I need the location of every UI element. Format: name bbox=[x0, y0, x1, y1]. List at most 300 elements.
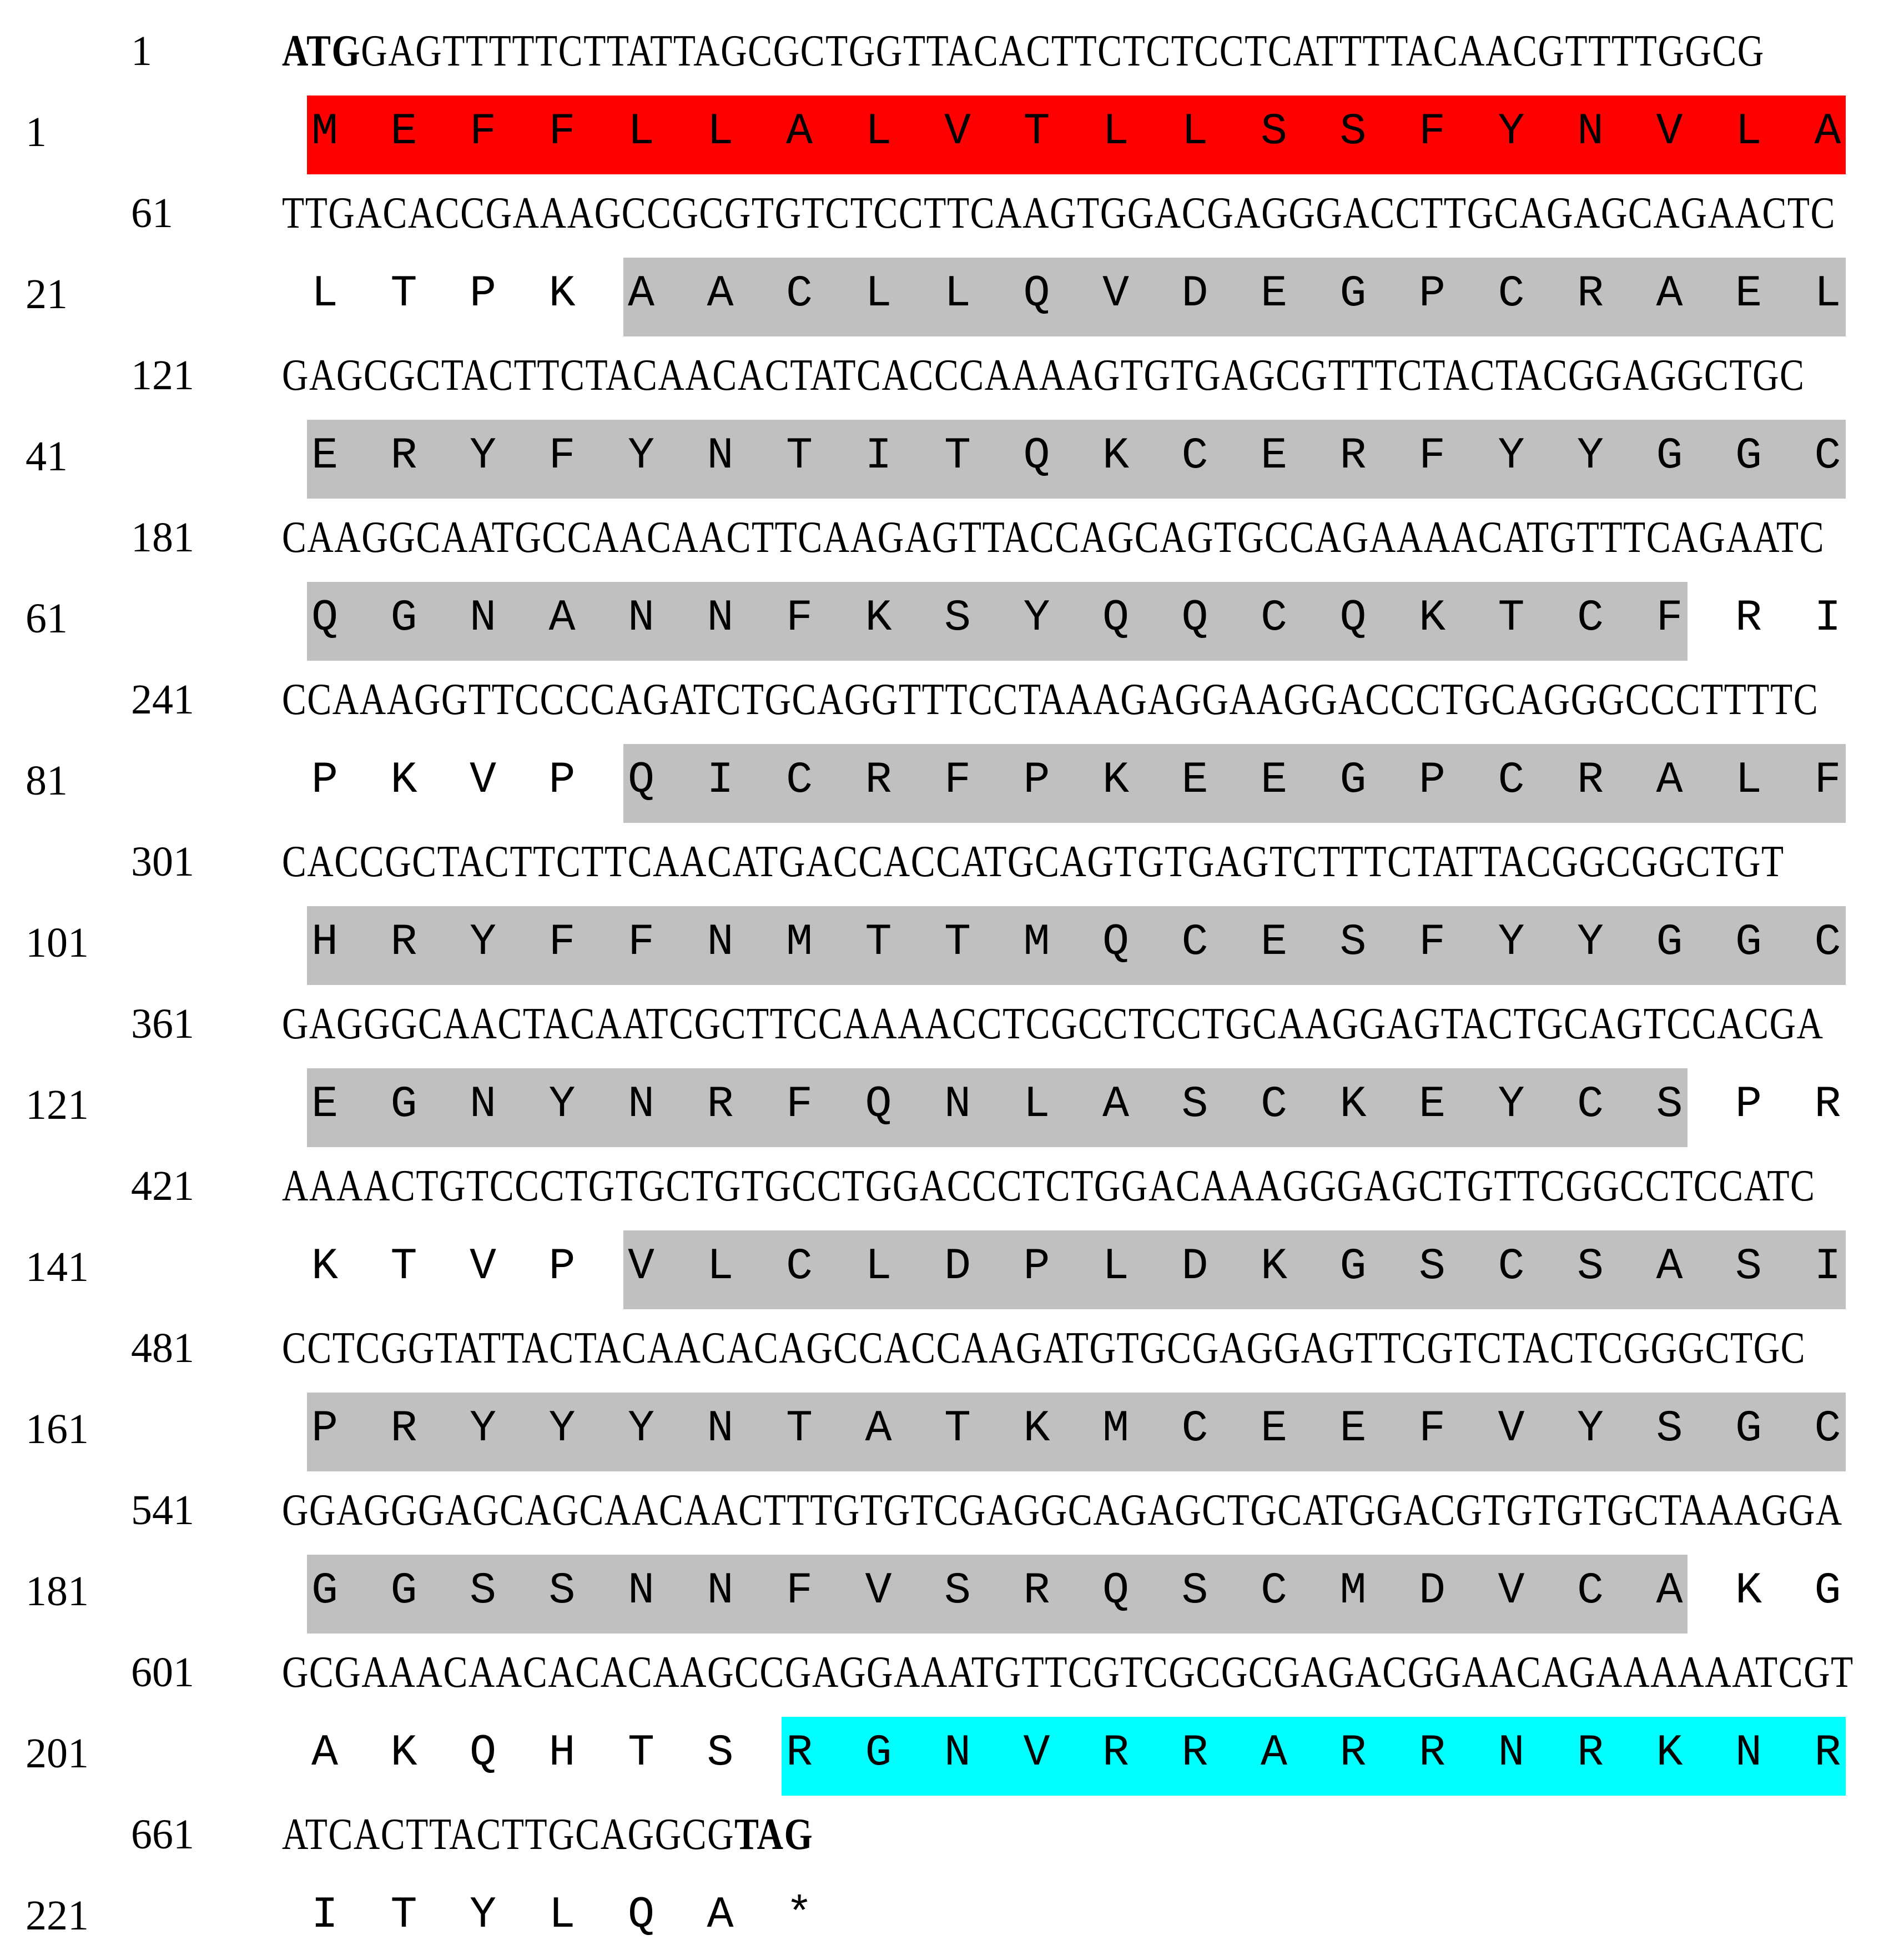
amino-acid-residue: D bbox=[1418, 1566, 1445, 1616]
amino-acid-residue: T bbox=[1023, 107, 1050, 157]
amino-acid-residue: K bbox=[865, 593, 892, 644]
amino-acid-residue: S bbox=[1339, 917, 1367, 968]
amino-acid-residue: T bbox=[627, 1728, 654, 1778]
amino-acid-residue: F bbox=[785, 593, 813, 644]
domain-highlight bbox=[307, 1393, 1846, 1471]
amino-acid-residue: F bbox=[1418, 1404, 1445, 1454]
nucleotide-sequence bbox=[282, 1628, 1854, 1717]
amino-acid-residue: P bbox=[548, 755, 576, 806]
amino-acid-residue: R bbox=[1181, 1728, 1208, 1778]
nucleotide-sequence bbox=[282, 817, 1785, 906]
amino-acid-residue: V bbox=[1023, 1728, 1050, 1778]
nucleotide-bases: CACCGCTACTTCTTCAACATGACCACCATGCAGTGTGAGTCTTTCTATTACGGCGGCTGT bbox=[282, 837, 1785, 886]
amino-acid-residue: S bbox=[1181, 1566, 1208, 1616]
amino-acid-residue: L bbox=[1181, 107, 1208, 157]
amino-acid-residue: S bbox=[1576, 1242, 1604, 1292]
amino-acid-residue: R bbox=[1576, 1728, 1604, 1778]
amino-acid-residue: R bbox=[1576, 755, 1604, 806]
amino-acid-residue: I bbox=[707, 755, 734, 806]
amino-acid-position: 101 bbox=[26, 919, 89, 966]
amino-acid-residue: N bbox=[469, 1079, 496, 1130]
start-codon: ATG bbox=[282, 27, 361, 76]
amino-acid-residue: L bbox=[1102, 107, 1129, 157]
amino-acid-residue: E bbox=[1260, 269, 1287, 319]
amino-acid-residue: S bbox=[548, 1566, 576, 1616]
nucleotide-sequence bbox=[282, 331, 1805, 420]
nucleotide-bases: GAGCGCTACTTCTACAACACTATCACCCAAAAGTGTGAGCGTTTCTACTACGGAGGCTGC bbox=[282, 351, 1805, 400]
amino-acid-residue: K bbox=[1339, 1079, 1367, 1130]
amino-acid-position: 201 bbox=[26, 1730, 89, 1777]
amino-acid-residue: V bbox=[1498, 1566, 1525, 1616]
amino-acid-residue: C bbox=[1260, 593, 1287, 644]
amino-acid-row bbox=[0, 1385, 1904, 1474]
amino-acid-residue: T bbox=[944, 917, 971, 968]
amino-acid-residue: K bbox=[390, 1728, 417, 1778]
amino-acid-position: 181 bbox=[26, 1568, 89, 1615]
amino-acid-residue: F bbox=[785, 1566, 813, 1616]
nucleotide-row bbox=[0, 1466, 1904, 1555]
amino-acid-residue: D bbox=[1181, 1242, 1208, 1292]
amino-acid-residue: S bbox=[1339, 107, 1367, 157]
amino-acid-residue: P bbox=[469, 269, 496, 319]
amino-acid-residue: R bbox=[1418, 1728, 1445, 1778]
amino-acid-residue: T bbox=[944, 1404, 971, 1454]
amino-acid-residue: E bbox=[390, 107, 417, 157]
amino-acid-residue: A bbox=[311, 1728, 338, 1778]
amino-acid-residue: R bbox=[1102, 1728, 1129, 1778]
nucleotide-position: 241 bbox=[131, 676, 194, 723]
amino-acid-residue: G bbox=[390, 1079, 417, 1130]
amino-acid-residue: C bbox=[1498, 755, 1525, 806]
amino-acid-residue: E bbox=[1260, 1404, 1287, 1454]
amino-acid-position: 61 bbox=[26, 595, 68, 642]
amino-acid-residue: Y bbox=[627, 431, 654, 481]
amino-acid-residue: A bbox=[1102, 1079, 1129, 1130]
nucleotide-sequence bbox=[282, 1466, 1843, 1555]
amino-acid-residue: C bbox=[1576, 593, 1604, 644]
amino-acid-residue: L bbox=[1735, 755, 1762, 806]
amino-acid-residue: G bbox=[1735, 431, 1762, 481]
amino-acid-residue: P bbox=[311, 1404, 338, 1454]
amino-acid-residue: A bbox=[707, 1890, 734, 1941]
nucleotide-row bbox=[0, 7, 1904, 96]
nucleotide-sequence bbox=[282, 1790, 813, 1879]
nucleotide-position: 1 bbox=[131, 28, 152, 74]
amino-acid-residue: G bbox=[1339, 1242, 1367, 1292]
domain-highlight bbox=[307, 906, 1846, 985]
amino-acid-residue: F bbox=[548, 917, 576, 968]
amino-acid-residue: L bbox=[311, 269, 338, 319]
amino-acid-residue: Y bbox=[1576, 1404, 1604, 1454]
amino-acid-residue: Q bbox=[1102, 593, 1129, 644]
amino-acid-residue: G bbox=[1339, 269, 1367, 319]
amino-acid-residue: A bbox=[785, 107, 813, 157]
amino-acid-residue: T bbox=[785, 431, 813, 481]
nucleotide-position: 421 bbox=[131, 1163, 194, 1209]
amino-acid-residue: Y bbox=[627, 1404, 654, 1454]
amino-acid-residue: R bbox=[785, 1728, 813, 1778]
amino-acid-residue: S bbox=[1735, 1242, 1762, 1292]
amino-acid-residue: L bbox=[1023, 1079, 1050, 1130]
amino-acid-residue: K bbox=[1260, 1242, 1287, 1292]
amino-acid-residue: N bbox=[707, 917, 734, 968]
nucleotide-row bbox=[0, 817, 1904, 906]
amino-acid-residue: C bbox=[1576, 1079, 1604, 1130]
amino-acid-residue: C bbox=[1814, 917, 1841, 968]
nucleotide-sequence bbox=[282, 1304, 1806, 1393]
nucleotide-row bbox=[0, 979, 1904, 1068]
nucleotide-position: 61 bbox=[131, 190, 173, 237]
amino-acid-residue: C bbox=[1181, 431, 1208, 481]
amino-acid-row bbox=[0, 736, 1904, 825]
amino-acid-residue: K bbox=[548, 269, 576, 319]
amino-acid-residue: R bbox=[390, 1404, 417, 1454]
amino-acid-residue: K bbox=[390, 755, 417, 806]
amino-acid-residue: V bbox=[1498, 1404, 1525, 1454]
amino-acid-residue: C bbox=[785, 269, 813, 319]
amino-acid-residue: F bbox=[548, 107, 576, 157]
amino-acid-residue: V bbox=[944, 107, 971, 157]
nucleotide-bases: CAAGGCAATGCCAACAACTTCAAGAGTTACCAGCAGTGCCAGAAAACATGTTTCAGAATC bbox=[282, 513, 1825, 562]
amino-acid-residue: P bbox=[1023, 755, 1050, 806]
amino-acid-residue: N bbox=[707, 1404, 734, 1454]
amino-acid-residue: C bbox=[1576, 1566, 1604, 1616]
nucleotide-bases: CCAAAGGTTCCCCAGATCTGCAGGTTTCCTAAAGAGGAAGGACCCTGCAGGGCCCTTTTC bbox=[282, 675, 1819, 724]
nucleotide-row bbox=[0, 655, 1904, 744]
amino-acid-residue: N bbox=[707, 431, 734, 481]
amino-acid-residue: L bbox=[865, 269, 892, 319]
amino-acid-residue: G bbox=[1814, 1566, 1841, 1616]
amino-acid-residue: C bbox=[1181, 1404, 1208, 1454]
amino-acid-position: 81 bbox=[26, 757, 68, 804]
amino-acid-residue: Q bbox=[1023, 269, 1050, 319]
nucleotide-row bbox=[0, 493, 1904, 582]
amino-acid-residue: F bbox=[944, 755, 971, 806]
amino-acid-residue: Q bbox=[1181, 593, 1208, 644]
amino-acid-residue: R bbox=[390, 431, 417, 481]
amino-acid-residue: D bbox=[1181, 269, 1208, 319]
amino-acid-residue: F bbox=[469, 107, 496, 157]
amino-acid-residue: M bbox=[1023, 917, 1050, 968]
amino-acid-residue: T bbox=[390, 1890, 417, 1941]
nucleotide-row bbox=[0, 1790, 1904, 1879]
amino-acid-residue: C bbox=[1498, 269, 1525, 319]
amino-acid-residue: C bbox=[785, 1242, 813, 1292]
amino-acid-residue: G bbox=[865, 1728, 892, 1778]
amino-acid-residue: G bbox=[1735, 1404, 1762, 1454]
amino-acid-residue: G bbox=[1656, 431, 1683, 481]
amino-acid-residue: N bbox=[627, 1566, 654, 1616]
amino-acid-residue: K bbox=[1418, 593, 1445, 644]
amino-acid-residue: N bbox=[1498, 1728, 1525, 1778]
amino-acid-row bbox=[0, 1871, 1904, 1960]
signal-peptide-highlight bbox=[307, 96, 1846, 174]
amino-acid-residue: F bbox=[1418, 107, 1445, 157]
amino-acid-residue: P bbox=[311, 755, 338, 806]
amino-acid-residue: Q bbox=[469, 1728, 496, 1778]
amino-acid-residue: P bbox=[1418, 269, 1445, 319]
amino-acid-residue: S bbox=[944, 593, 971, 644]
amino-acid-residue: S bbox=[1181, 1079, 1208, 1130]
amino-acid-row bbox=[0, 1547, 1904, 1636]
amino-acid-residue: S bbox=[1656, 1404, 1683, 1454]
amino-acid-residue: G bbox=[390, 1566, 417, 1616]
amino-acid-residue: Q bbox=[311, 593, 338, 644]
amino-acid-residue: N bbox=[627, 1079, 654, 1130]
amino-acid-row bbox=[0, 412, 1904, 501]
amino-acid-residue: E bbox=[311, 431, 338, 481]
amino-acid-residue: V bbox=[469, 755, 496, 806]
amino-acid-residue: C bbox=[1814, 431, 1841, 481]
amino-acid-residue: C bbox=[1498, 1242, 1525, 1292]
amino-acid-residue: L bbox=[944, 269, 971, 319]
amino-acid-residue: T bbox=[390, 1242, 417, 1292]
amino-acid-residue: E bbox=[1181, 755, 1208, 806]
amino-acid-residue: C bbox=[1814, 1404, 1841, 1454]
nucleotide-position: 481 bbox=[131, 1325, 194, 1371]
amino-acid-residue: S bbox=[1260, 107, 1287, 157]
amino-acid-residue: N bbox=[1576, 107, 1604, 157]
amino-acid-position: 1 bbox=[26, 109, 47, 155]
amino-acid-residue: L bbox=[548, 1890, 576, 1941]
amino-acid-residue: V bbox=[865, 1566, 892, 1616]
amino-acid-position: 221 bbox=[26, 1892, 89, 1939]
amino-acid-position: 121 bbox=[26, 1082, 89, 1128]
amino-acid-residue: G bbox=[390, 593, 417, 644]
amino-acid-residue: Y bbox=[1023, 593, 1050, 644]
nucleotide-bases: CCTCGGTATTACTACAACACAGCCACCAAGATGTGCGAGGAGTTCGTCTACTCGGGCTGC bbox=[282, 1324, 1806, 1373]
amino-acid-residue: Q bbox=[1102, 1566, 1129, 1616]
nucleotide-position: 361 bbox=[131, 1001, 194, 1047]
amino-acid-residue: L bbox=[627, 107, 654, 157]
amino-acid-residue: M bbox=[1339, 1566, 1367, 1616]
amino-acid-residue: N bbox=[707, 1566, 734, 1616]
amino-acid-residue: A bbox=[627, 269, 654, 319]
amino-acid-residue: G bbox=[1656, 917, 1683, 968]
amino-acid-residue: L bbox=[1102, 1242, 1129, 1292]
amino-acid-position: 21 bbox=[26, 271, 68, 318]
amino-acid-residue: Y bbox=[469, 1890, 496, 1941]
amino-acid-residue: L bbox=[865, 1242, 892, 1292]
amino-acid-residue: N bbox=[707, 593, 734, 644]
nucleotide-sequence bbox=[282, 493, 1825, 582]
domain-highlight bbox=[307, 420, 1846, 499]
amino-acid-residue: A bbox=[865, 1404, 892, 1454]
amino-acid-row bbox=[0, 574, 1904, 663]
amino-acid-residue: I bbox=[1814, 593, 1841, 644]
amino-acid-residue: E bbox=[311, 1079, 338, 1130]
amino-acid-residue: K bbox=[1102, 431, 1129, 481]
amino-acid-residue: F bbox=[1656, 593, 1683, 644]
amino-acid-residue: T bbox=[944, 431, 971, 481]
amino-acid-residue: * bbox=[785, 1890, 813, 1941]
nucleotide-bases: GAGGGCAACTACAATCGCTTCCAAAACCTCGCCTCCTGCAAGGAGTACTGCAGTCCACGA bbox=[282, 999, 1824, 1048]
amino-acid-residue: R bbox=[707, 1079, 734, 1130]
amino-acid-residue: R bbox=[1735, 593, 1762, 644]
amino-acid-residue: Q bbox=[1339, 593, 1367, 644]
amino-acid-residue: R bbox=[1814, 1728, 1841, 1778]
amino-acid-residue: D bbox=[944, 1242, 971, 1292]
amino-acid-residue: Y bbox=[1498, 107, 1525, 157]
amino-acid-residue: C bbox=[1260, 1566, 1287, 1616]
amino-acid-residue: F bbox=[1814, 755, 1841, 806]
amino-acid-residue: T bbox=[865, 917, 892, 968]
amino-acid-residue: C bbox=[1260, 1079, 1287, 1130]
amino-acid-residue: Y bbox=[548, 1079, 576, 1130]
amino-acid-residue: A bbox=[1656, 755, 1683, 806]
amino-acid-residue: Y bbox=[1498, 431, 1525, 481]
amino-acid-residue: S bbox=[1418, 1242, 1445, 1292]
amino-acid-residue: F bbox=[548, 431, 576, 481]
amino-acid-residue: K bbox=[1656, 1728, 1683, 1778]
amino-acid-residue: C bbox=[1181, 917, 1208, 968]
domain-highlight bbox=[307, 1555, 1688, 1634]
amino-acid-residue: E bbox=[1339, 1404, 1367, 1454]
amino-acid-residue: L bbox=[1735, 107, 1762, 157]
nucleotide-sequence bbox=[282, 655, 1819, 744]
amino-acid-residue: T bbox=[390, 269, 417, 319]
nucleotide-row bbox=[0, 1628, 1904, 1717]
amino-acid-residue: E bbox=[1418, 1079, 1445, 1130]
amino-acid-residue: K bbox=[1735, 1566, 1762, 1616]
nucleotide-position: 661 bbox=[131, 1811, 194, 1858]
stop-codon: TAG bbox=[734, 1810, 814, 1859]
amino-acid-residue: A bbox=[548, 593, 576, 644]
amino-acid-row bbox=[0, 898, 1904, 987]
amino-acid-residue: L bbox=[707, 107, 734, 157]
nucleotide-row bbox=[0, 1304, 1904, 1393]
amino-acid-position: 141 bbox=[26, 1244, 89, 1290]
amino-acid-residue: L bbox=[865, 107, 892, 157]
amino-acid-residue: E bbox=[1260, 917, 1287, 968]
amino-acid-residue: Y bbox=[1576, 431, 1604, 481]
amino-acid-residue: H bbox=[548, 1728, 576, 1778]
nucleotide-row bbox=[0, 169, 1904, 258]
amino-acid-residue: V bbox=[1656, 107, 1683, 157]
amino-acid-residue: I bbox=[1814, 1242, 1841, 1292]
amino-acid-residue: P bbox=[1418, 755, 1445, 806]
amino-acid-residue: C bbox=[785, 755, 813, 806]
amino-acid-residue: P bbox=[1023, 1242, 1050, 1292]
nucleotide-bases: GGAGGGAGCAGCAACAACTTTGTGTCGAGGCAGAGCTGCATGGACGTGTGTGCTAAAGGA bbox=[282, 1486, 1843, 1535]
nucleotide-bases: GAGTTTTTCTTATTAGCGCTGGTTACACTTCTCTCCTCATTTTACAACGTTTTGGCG bbox=[361, 27, 1765, 76]
amino-acid-residue: H bbox=[311, 917, 338, 968]
nucleotide-sequence bbox=[282, 169, 1836, 258]
amino-acid-residue: P bbox=[1735, 1079, 1762, 1130]
nucleotide-position: 121 bbox=[131, 352, 194, 399]
nucleotide-bases: TTGACACCGAAAGCCGCGTGTCTCCTTCAAGTGGACGAGGGACCTTGCAGAGCAGAACTC bbox=[282, 189, 1836, 238]
amino-acid-residue: A bbox=[707, 269, 734, 319]
amino-acid-residue: R bbox=[1576, 269, 1604, 319]
amino-acid-residue: A bbox=[1656, 1566, 1683, 1616]
amino-acid-residue: K bbox=[1102, 755, 1129, 806]
amino-acid-residue: A bbox=[1260, 1728, 1287, 1778]
amino-acid-residue: N bbox=[1735, 1728, 1762, 1778]
amino-acid-residue: N bbox=[627, 593, 654, 644]
amino-acid-residue: G bbox=[1339, 755, 1367, 806]
amino-acid-row bbox=[0, 88, 1904, 177]
amino-acid-residue: T bbox=[1498, 593, 1525, 644]
amino-acid-residue: Q bbox=[865, 1079, 892, 1130]
amino-acid-residue: K bbox=[1023, 1404, 1050, 1454]
amino-acid-residue: F bbox=[1418, 917, 1445, 968]
nucleotide-sequence bbox=[282, 1142, 1816, 1230]
amino-acid-residue: Q bbox=[627, 755, 654, 806]
amino-acid-residue: R bbox=[1023, 1566, 1050, 1616]
amino-acid-row bbox=[0, 250, 1904, 339]
domain-highlight bbox=[307, 582, 1688, 661]
amino-acid-residue: R bbox=[865, 755, 892, 806]
amino-acid-residue: K bbox=[311, 1242, 338, 1292]
amino-acid-residue: N bbox=[944, 1079, 971, 1130]
amino-acid-residue: S bbox=[944, 1566, 971, 1616]
amino-acid-residue: P bbox=[548, 1242, 576, 1292]
amino-acid-residue: Y bbox=[548, 1404, 576, 1454]
nucleotide-sequence bbox=[282, 979, 1824, 1068]
nucleotide-position: 181 bbox=[131, 514, 194, 561]
amino-acid-residue: M bbox=[785, 917, 813, 968]
nucleotide-bases: ATCACTTACTTGCAGGCG bbox=[282, 1810, 735, 1859]
amino-acid-residue: Y bbox=[469, 917, 496, 968]
amino-acid-residue: I bbox=[865, 431, 892, 481]
amino-acid-residue: R bbox=[1339, 431, 1367, 481]
amino-acid-position: 161 bbox=[26, 1406, 89, 1453]
amino-acid-row bbox=[0, 1223, 1904, 1311]
amino-acid-residue: I bbox=[311, 1890, 338, 1941]
amino-acid-residue: A bbox=[1656, 1242, 1683, 1292]
amino-acid-residue: R bbox=[1339, 1728, 1367, 1778]
amino-acid-residue: A bbox=[1656, 269, 1683, 319]
amino-acid-residue: Q bbox=[627, 1890, 654, 1941]
amino-acid-residue: T bbox=[785, 1404, 813, 1454]
domain-highlight bbox=[307, 1068, 1688, 1147]
amino-acid-residue: Q bbox=[1102, 917, 1129, 968]
nucleotide-row bbox=[0, 1142, 1904, 1230]
nucleotide-position: 301 bbox=[131, 838, 194, 885]
amino-acid-position: 41 bbox=[26, 433, 68, 480]
amino-acid-residue: V bbox=[1102, 269, 1129, 319]
amino-acid-residue: N bbox=[944, 1728, 971, 1778]
amino-acid-residue: Y bbox=[1576, 917, 1604, 968]
amino-acid-residue: Y bbox=[1498, 917, 1525, 968]
amino-acid-residue: L bbox=[1814, 269, 1841, 319]
amino-acid-residue: S bbox=[1656, 1079, 1683, 1130]
amino-acid-residue: L bbox=[707, 1242, 734, 1292]
amino-acid-residue: E bbox=[1260, 431, 1287, 481]
amino-acid-residue: Q bbox=[1023, 431, 1050, 481]
amino-acid-residue: F bbox=[1418, 431, 1445, 481]
nucleotide-row bbox=[0, 331, 1904, 420]
amino-acid-residue: A bbox=[1814, 107, 1841, 157]
amino-acid-residue: N bbox=[469, 593, 496, 644]
amino-acid-row bbox=[0, 1709, 1904, 1798]
nucleotide-bases: AAAACTGTCCCTGTGCTGTGCCTGGACCCTCTGGACAAAGGGAGCTGTTCGGCCTCCATC bbox=[282, 1162, 1816, 1210]
amino-acid-residue: Y bbox=[469, 431, 496, 481]
amino-acid-residue: E bbox=[1735, 269, 1762, 319]
amino-acid-residue: F bbox=[627, 917, 654, 968]
amino-acid-residue: S bbox=[469, 1566, 496, 1616]
amino-acid-residue: G bbox=[311, 1566, 338, 1616]
amino-acid-residue: V bbox=[469, 1242, 496, 1292]
amino-acid-residue: E bbox=[1260, 755, 1287, 806]
amino-acid-residue: F bbox=[785, 1079, 813, 1130]
amino-acid-residue: M bbox=[1102, 1404, 1129, 1454]
amino-acid-residue: S bbox=[707, 1728, 734, 1778]
nucleotide-position: 541 bbox=[131, 1487, 194, 1534]
amino-acid-row bbox=[0, 1061, 1904, 1149]
amino-acid-residue: G bbox=[1735, 917, 1762, 968]
amino-acid-residue: Y bbox=[1498, 1079, 1525, 1130]
